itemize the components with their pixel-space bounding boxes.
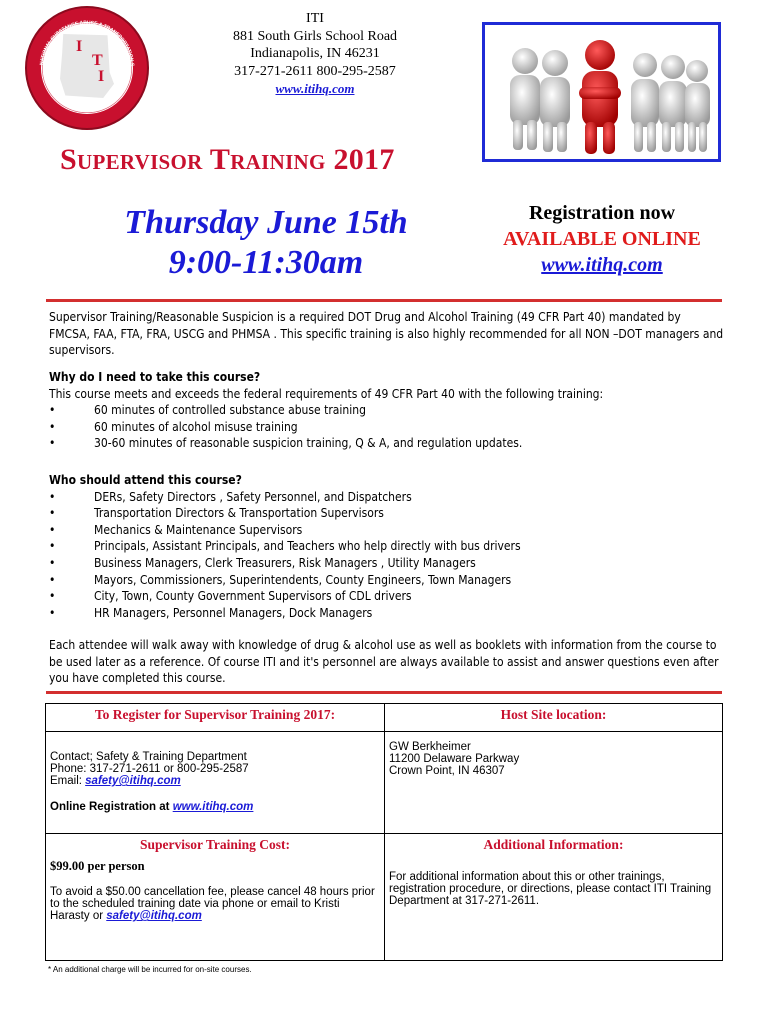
- bullet: •: [49, 419, 56, 434]
- who-item: Mayors, Commissioners, Superintendents, County Engineers, Town Managers: [94, 572, 512, 587]
- additional-info-cell: [385, 834, 723, 961]
- why-item: 60 minutes of alcohol misuse training: [94, 419, 298, 434]
- divider-top: [46, 299, 722, 302]
- who-item: Principals, Assistant Principals, and Teachers who help directly with bus drivers: [94, 539, 521, 554]
- list-item: [49, 489, 724, 506]
- why-item: 30-60 minutes of reasonable suspicion training, Q & A, and regulation updates.: [94, 436, 523, 451]
- email-row: [50, 775, 380, 787]
- logo-ring-text: [27, 8, 147, 128]
- org-name: ITI: [306, 11, 324, 26]
- logo-ring-caption: NATIONAL SUBSTANCE ABUSE & TRANSPORTATION S: [39, 19, 135, 67]
- bullet: •: [49, 436, 56, 451]
- cost-amount: $99.00 per person: [50, 859, 145, 873]
- who-item: DERs, Safety Directors , Safety Personnel, and Dispatchers: [94, 489, 412, 504]
- team-illustration: [482, 22, 721, 162]
- org-address-block: [205, 10, 425, 99]
- who-item: Transportation Directors & Transportation Supervisors: [94, 506, 384, 521]
- list-item: [49, 555, 724, 572]
- closing-text: Each attendee will walk away with knowledge of drug & alcohol use as well as booklets with information from the course to be used later as a reference. Of course ITI and it's personnel are always available to assist and answer questions even after you have completed this course.: [49, 638, 719, 686]
- email-link[interactable]: safety@itihq.com: [85, 775, 181, 787]
- list-item: [49, 505, 724, 522]
- bullet: •: [49, 403, 56, 418]
- footnote: * An additional charge will be incurred for on-site courses.: [48, 965, 252, 974]
- list-item: [49, 538, 724, 555]
- cost-cell: [46, 834, 385, 961]
- closing-paragraph: [49, 637, 724, 687]
- who-item: Mechanics & Maintenance Supervisors: [94, 522, 303, 537]
- registration-line1: Registration now: [528, 202, 676, 224]
- host-city: Crown Point, IN 46307: [389, 765, 505, 777]
- svg-text:ESTABLISHED IN 1992: [53, 90, 108, 112]
- list-item: [49, 419, 724, 436]
- host-heading: Host Site location:: [385, 704, 723, 732]
- org-website-link[interactable]: www.itihq.com: [275, 81, 355, 96]
- phone-text: Phone: 317-271-2611 or 800-295-2587: [50, 763, 249, 775]
- registration-link[interactable]: www.itihq.com: [541, 254, 663, 276]
- host-name: GW Berkheimer: [389, 741, 471, 753]
- bullet: •: [49, 589, 56, 604]
- page-title: Supervisor Training 2017: [60, 143, 395, 176]
- logo-letter-i: I: [76, 38, 83, 55]
- event-time: 9:00-11:30am: [168, 244, 364, 281]
- list-item: [49, 435, 724, 452]
- bullet: •: [49, 522, 56, 537]
- intro-text: Supervisor Training/Reasonable Suspicion is a required DOT Drug and Alcohol Training (49 CFR Part 40) mandated by FMCSA, FAA, FTA, FRA, USCG and PHMSA . This specific training is also highly recommended for all NON –DOT managers and supervisors.: [49, 310, 724, 358]
- org-street: 881 South Girls School Road: [232, 28, 398, 44]
- event-date: Thursday June 15th: [124, 204, 408, 241]
- bullet: •: [49, 506, 56, 521]
- online-registration-link[interactable]: www.itihq.com: [172, 801, 254, 813]
- cancellation-email-link[interactable]: safety@itihq.com: [106, 910, 202, 922]
- host-street: 11200 Delaware Parkway: [389, 753, 520, 765]
- logo-letter-i-2: I: [98, 68, 105, 85]
- bullet: •: [49, 572, 56, 587]
- divider-bottom: [46, 691, 722, 694]
- list-item: [49, 522, 724, 539]
- why-section: [49, 369, 724, 452]
- cost-heading: Supervisor Training Cost:: [139, 837, 291, 852]
- why-item: 60 minutes of controlled substance abuse training: [94, 403, 366, 418]
- list-item: [49, 402, 724, 419]
- email-label: Email:: [50, 775, 86, 787]
- who-item: Business Managers, Clerk Treasurers, Risk Managers , Utility Managers: [94, 555, 476, 570]
- additional-info-heading: Additional Information:: [483, 837, 624, 852]
- list-item: [49, 588, 724, 605]
- who-item: City, Town, County Government Supervisors of CDL drivers: [94, 589, 412, 604]
- intro-paragraph: [49, 309, 724, 359]
- logo-letter-t: T: [92, 52, 103, 69]
- cancellation-note: To avoid a $50.00 cancellation fee, please cancel 48 hours prior to the scheduled training date via phone or email to Kristi Harasty or: [50, 886, 375, 922]
- cancellation-text: [50, 886, 380, 922]
- online-registration-row: [50, 801, 380, 813]
- list-item: [49, 572, 724, 589]
- who-item: HR Managers, Personnel Managers, Dock Managers: [94, 605, 373, 620]
- who-heading: Who should attend this course?: [49, 473, 242, 487]
- bullet: •: [49, 555, 56, 570]
- why-heading: Why do I need to take this course?: [49, 370, 261, 384]
- bullet: •: [49, 489, 56, 504]
- who-section: [49, 472, 724, 621]
- register-cell: [46, 732, 385, 834]
- svg-text:NATIONAL SUBSTANCE ABUSE & TRA: [27, 8, 135, 67]
- logo-established: ESTABLISHED IN 1992: [53, 90, 109, 113]
- list-item: [49, 605, 724, 622]
- org-city: Indianapolis, IN 46231: [250, 46, 380, 61]
- bullet: •: [49, 605, 56, 620]
- team-figures-image: [485, 25, 718, 159]
- why-lead: This course meets and exceeds the federal requirements of 49 CFR Part 40 with the following training:: [49, 386, 604, 401]
- registration-line2: AVAILABLE ONLINE: [503, 228, 701, 250]
- online-label: Online Registration at: [50, 801, 173, 813]
- registration-callout: [490, 200, 714, 278]
- event-datetime: [100, 203, 432, 283]
- org-phones: 317-271-2611 800-295-2587: [234, 63, 396, 79]
- info-table: [45, 703, 723, 961]
- register-heading: To Register for Supervisor Training 2017:: [46, 704, 385, 732]
- contact-text: Contact; Safety & Training Department: [50, 751, 247, 763]
- host-cell: [385, 732, 723, 834]
- bullet: •: [49, 539, 56, 554]
- iti-logo: [25, 6, 149, 130]
- additional-info-text: For additional information about this or other trainings, registration procedure, or directions, please contact ITI Training Department at 317-271-2611.: [389, 871, 712, 907]
